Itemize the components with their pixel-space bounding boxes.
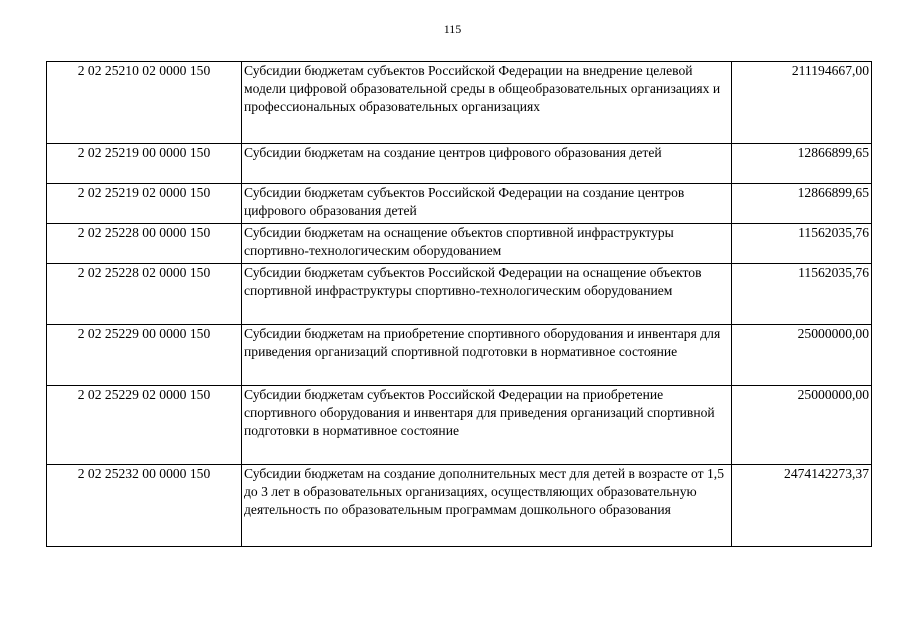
table-row: [47, 264, 872, 325]
description-cell: Субсидии бюджетам на приобретение спортивного оборудования и инвентаря для приведения организаций спортивной подготовки в нормативное состояние: [242, 325, 732, 386]
amount-cell: 12866899,65: [732, 144, 872, 184]
description-cell: Субсидии бюджетам субъектов Российской Федерации на оснащение объектов спортивной инфраструктуры спортивно-технологическим оборудованием: [242, 264, 732, 325]
budget-code-cell: 2 02 25228 02 0000 150: [47, 264, 242, 325]
amount-cell: 25000000,00: [732, 325, 872, 386]
amount-cell: 211194667,00: [732, 62, 872, 144]
amount-cell: 2474142273,37: [732, 465, 872, 547]
budget-code-cell: 2 02 25229 02 0000 150: [47, 386, 242, 465]
description-cell: Субсидии бюджетам на оснащение объектов спортивной инфраструктуры спортивно-технологическим оборудованием: [242, 224, 732, 264]
table-row: [47, 184, 872, 224]
table-row: [47, 325, 872, 386]
budget-table: [46, 61, 872, 547]
budget-code-cell: 2 02 25210 02 0000 150: [47, 62, 242, 144]
description-cell: Субсидии бюджетам субъектов Российской Федерации на приобретение спортивного оборудования и инвентаря для приведения организаций спортивной подготовки в нормативное состояние: [242, 386, 732, 465]
budget-code-cell: 2 02 25229 00 0000 150: [47, 325, 242, 386]
budget-code-cell: 2 02 25232 00 0000 150: [47, 465, 242, 547]
budget-code-cell: 2 02 25219 00 0000 150: [47, 144, 242, 184]
amount-cell: 12866899,65: [732, 184, 872, 224]
budget-code-cell: 2 02 25219 02 0000 150: [47, 184, 242, 224]
amount-cell: 11562035,76: [732, 224, 872, 264]
description-cell: Субсидии бюджетам субъектов Российской Федерации на создание центров цифрового образования детей: [242, 184, 732, 224]
budget-code-cell: 2 02 25228 00 0000 150: [47, 224, 242, 264]
table-row: [47, 224, 872, 264]
page-number: 115: [443, 22, 462, 36]
table-row: [47, 465, 872, 547]
table-row: [47, 144, 872, 184]
description-cell: Субсидии бюджетам субъектов Российской Федерации на внедрение целевой модели цифровой образовательной среды в общеобразовательных организациях и профессиональных образовательных организациях: [242, 62, 732, 144]
amount-cell: 25000000,00: [732, 386, 872, 465]
description-cell: Субсидии бюджетам на создание дополнительных мест для детей в возрасте от 1,5 до 3 лет в образовательных организациях, осуществляющих образовательную деятельность по образовательным программам дошкольного образования: [242, 465, 732, 547]
description-cell: Субсидии бюджетам на создание центров цифрового образования детей: [242, 144, 732, 184]
amount-cell: 11562035,76: [732, 264, 872, 325]
table-row: [47, 62, 872, 144]
table-row: [47, 386, 872, 465]
